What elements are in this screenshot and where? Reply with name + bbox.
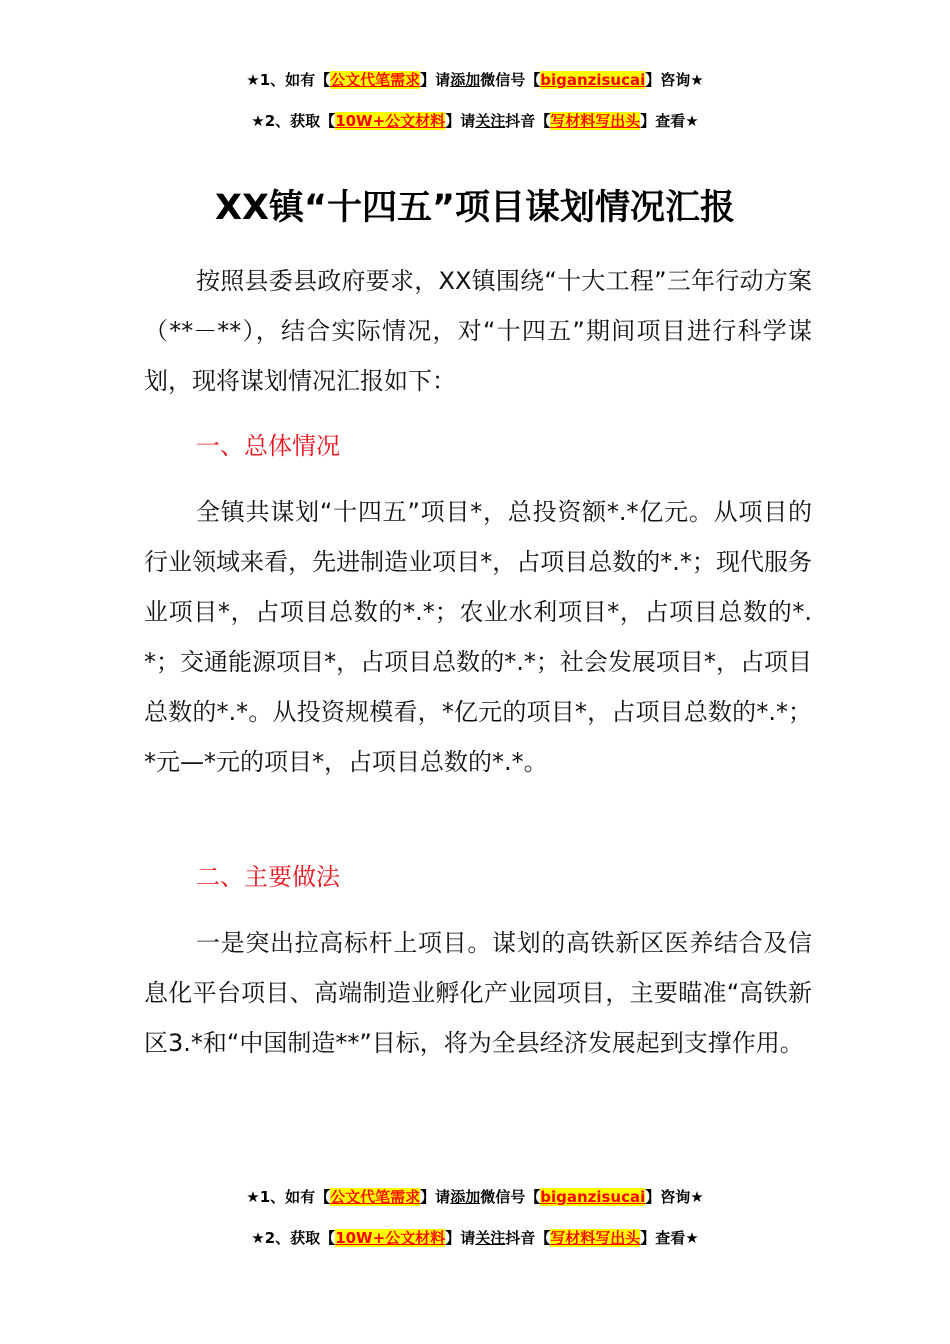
intro-paragraph: 按照县委县政府要求，XX镇围绕“十大工程”三年行动方案（**－**），结合实际情况，对“十四五”期间项目进行科学谋划，现将谋划情况汇报如下： xyxy=(144,267,812,395)
notice-text: 】请 xyxy=(420,71,451,89)
notice-text: ★2、获取【 xyxy=(251,112,336,130)
document-title: XX镇“十四五”项目谋划情况汇报 xyxy=(215,188,735,228)
wechat-id-highlight: biganzisucai xyxy=(540,1188,646,1206)
notice-text: 】请 xyxy=(420,1188,451,1206)
notice-text: 】咨询★ xyxy=(645,71,704,89)
bottom-notice-line-1 xyxy=(0,1187,950,1207)
notice-text: 】请 xyxy=(445,112,476,130)
notice-text: 】请 xyxy=(445,1229,476,1247)
notice-text: 】查看★ xyxy=(640,112,699,130)
section-heading-practices: 二、主要做法 xyxy=(196,863,340,891)
notice-underlined: 关注 xyxy=(475,112,506,130)
section-body-practices: 一是突出拉高标杆上项目。谋划的高铁新区医养结合及信息化平台项目、高端制造业孵化产业园项目，主要瞄准“高铁新区3.*和“中国制造**”目标，将为全县经济发展起到支撑作用。 xyxy=(144,929,812,1057)
notice-text: ★1、如有【 xyxy=(246,1188,331,1206)
bottom-notice-line-2 xyxy=(0,1228,950,1248)
notice-underlined: 关注 xyxy=(475,1229,506,1247)
section-heading-overview: 一、总体情况 xyxy=(196,432,340,460)
notice-text: 抖音【 xyxy=(505,1229,551,1247)
notice-highlight: 10W+公文材料 xyxy=(335,1229,446,1247)
top-notice-line-1 xyxy=(0,70,950,90)
top-notice-line-2 xyxy=(0,111,950,131)
notice-text: 】查看★ xyxy=(640,1229,699,1247)
section-body-overview: 全镇共谋划“十四五”项目*，总投资额*.*亿元。从项目的行业领域来看，先进制造业项目*，占项目总数的*.*；现代服务业项目*，占项目总数的*.*；农业水利项目*，占项目总数的*.*；交通能源项目*，占项目总数的*.*；社会发展项目*，占项目总数的*.*。从投资规模看，*亿元的项目*，占项目总数的*.*；*元—*元的项目*，占项目总数的*.*。 xyxy=(144,498,812,776)
notice-highlight: 10W+公文材料 xyxy=(335,112,446,130)
notice-underlined: 添加 xyxy=(450,71,481,89)
douyin-highlight: 写材料写出头 xyxy=(550,112,641,130)
notice-underlined: 添加 xyxy=(450,1188,481,1206)
notice-text: 】咨询★ xyxy=(645,1188,704,1206)
wechat-id-highlight: biganzisucai xyxy=(540,71,646,89)
notice-highlight: 公文代笔需求 xyxy=(330,1188,421,1206)
douyin-highlight: 写材料写出头 xyxy=(550,1229,641,1247)
notice-text: ★2、获取【 xyxy=(251,1229,336,1247)
notice-text: 微信号【 xyxy=(480,71,541,89)
notice-highlight: 公文代笔需求 xyxy=(330,71,421,89)
notice-text: ★1、如有【 xyxy=(246,71,331,89)
notice-text: 微信号【 xyxy=(480,1188,541,1206)
notice-text: 抖音【 xyxy=(505,112,551,130)
